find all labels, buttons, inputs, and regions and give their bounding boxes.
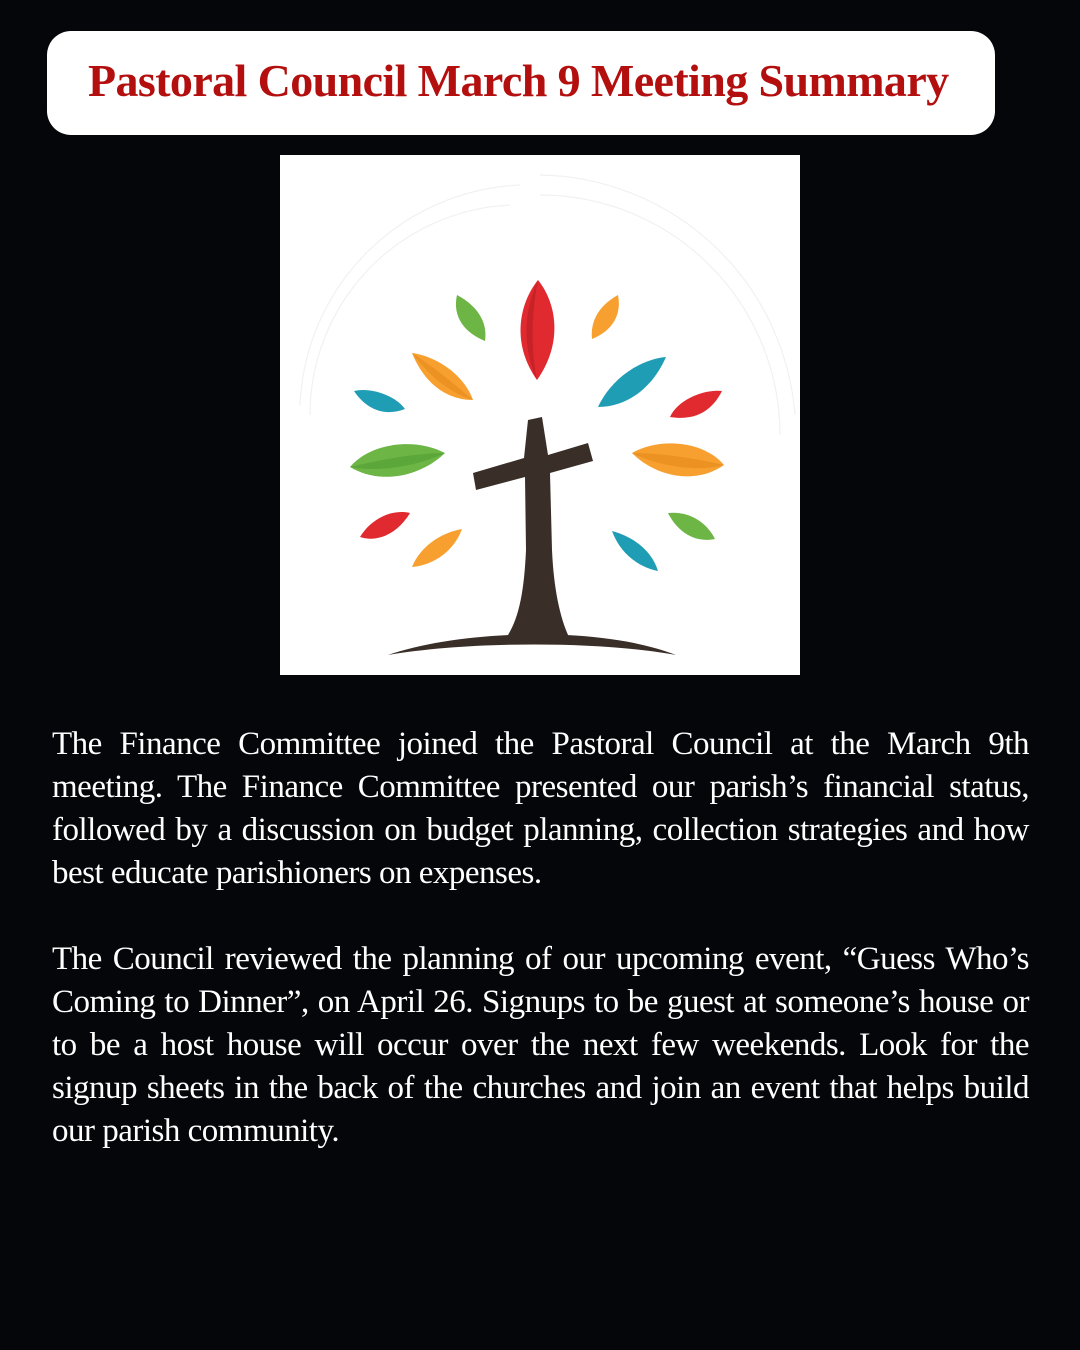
article-body: [52, 723, 1029, 1153]
tree-cross-logo-icon: [280, 155, 800, 675]
logo-image: [280, 155, 800, 675]
page-title: Pastoral Council March 9 Meeting Summary: [88, 55, 949, 106]
title-card: [47, 31, 995, 135]
paragraph-finance-committee: The Finance Committee joined the Pastoral Council at the March 9th meeting. The Finance Committee presented our parish’s financial status, followed by a discussion on budget planning, collection strategies and how best educate parishioners on expenses.: [52, 726, 1029, 891]
paragraph-council-event: The Council reviewed the planning of our upcoming event, “Guess Who’s Coming to Dinner”, on April 26. Signups to be guest at someone’s house or to be a host house will occur over the next few weekends. Look for the signup sheets in the back of the churches and join an event that helps build our parish community.: [52, 941, 1029, 1149]
